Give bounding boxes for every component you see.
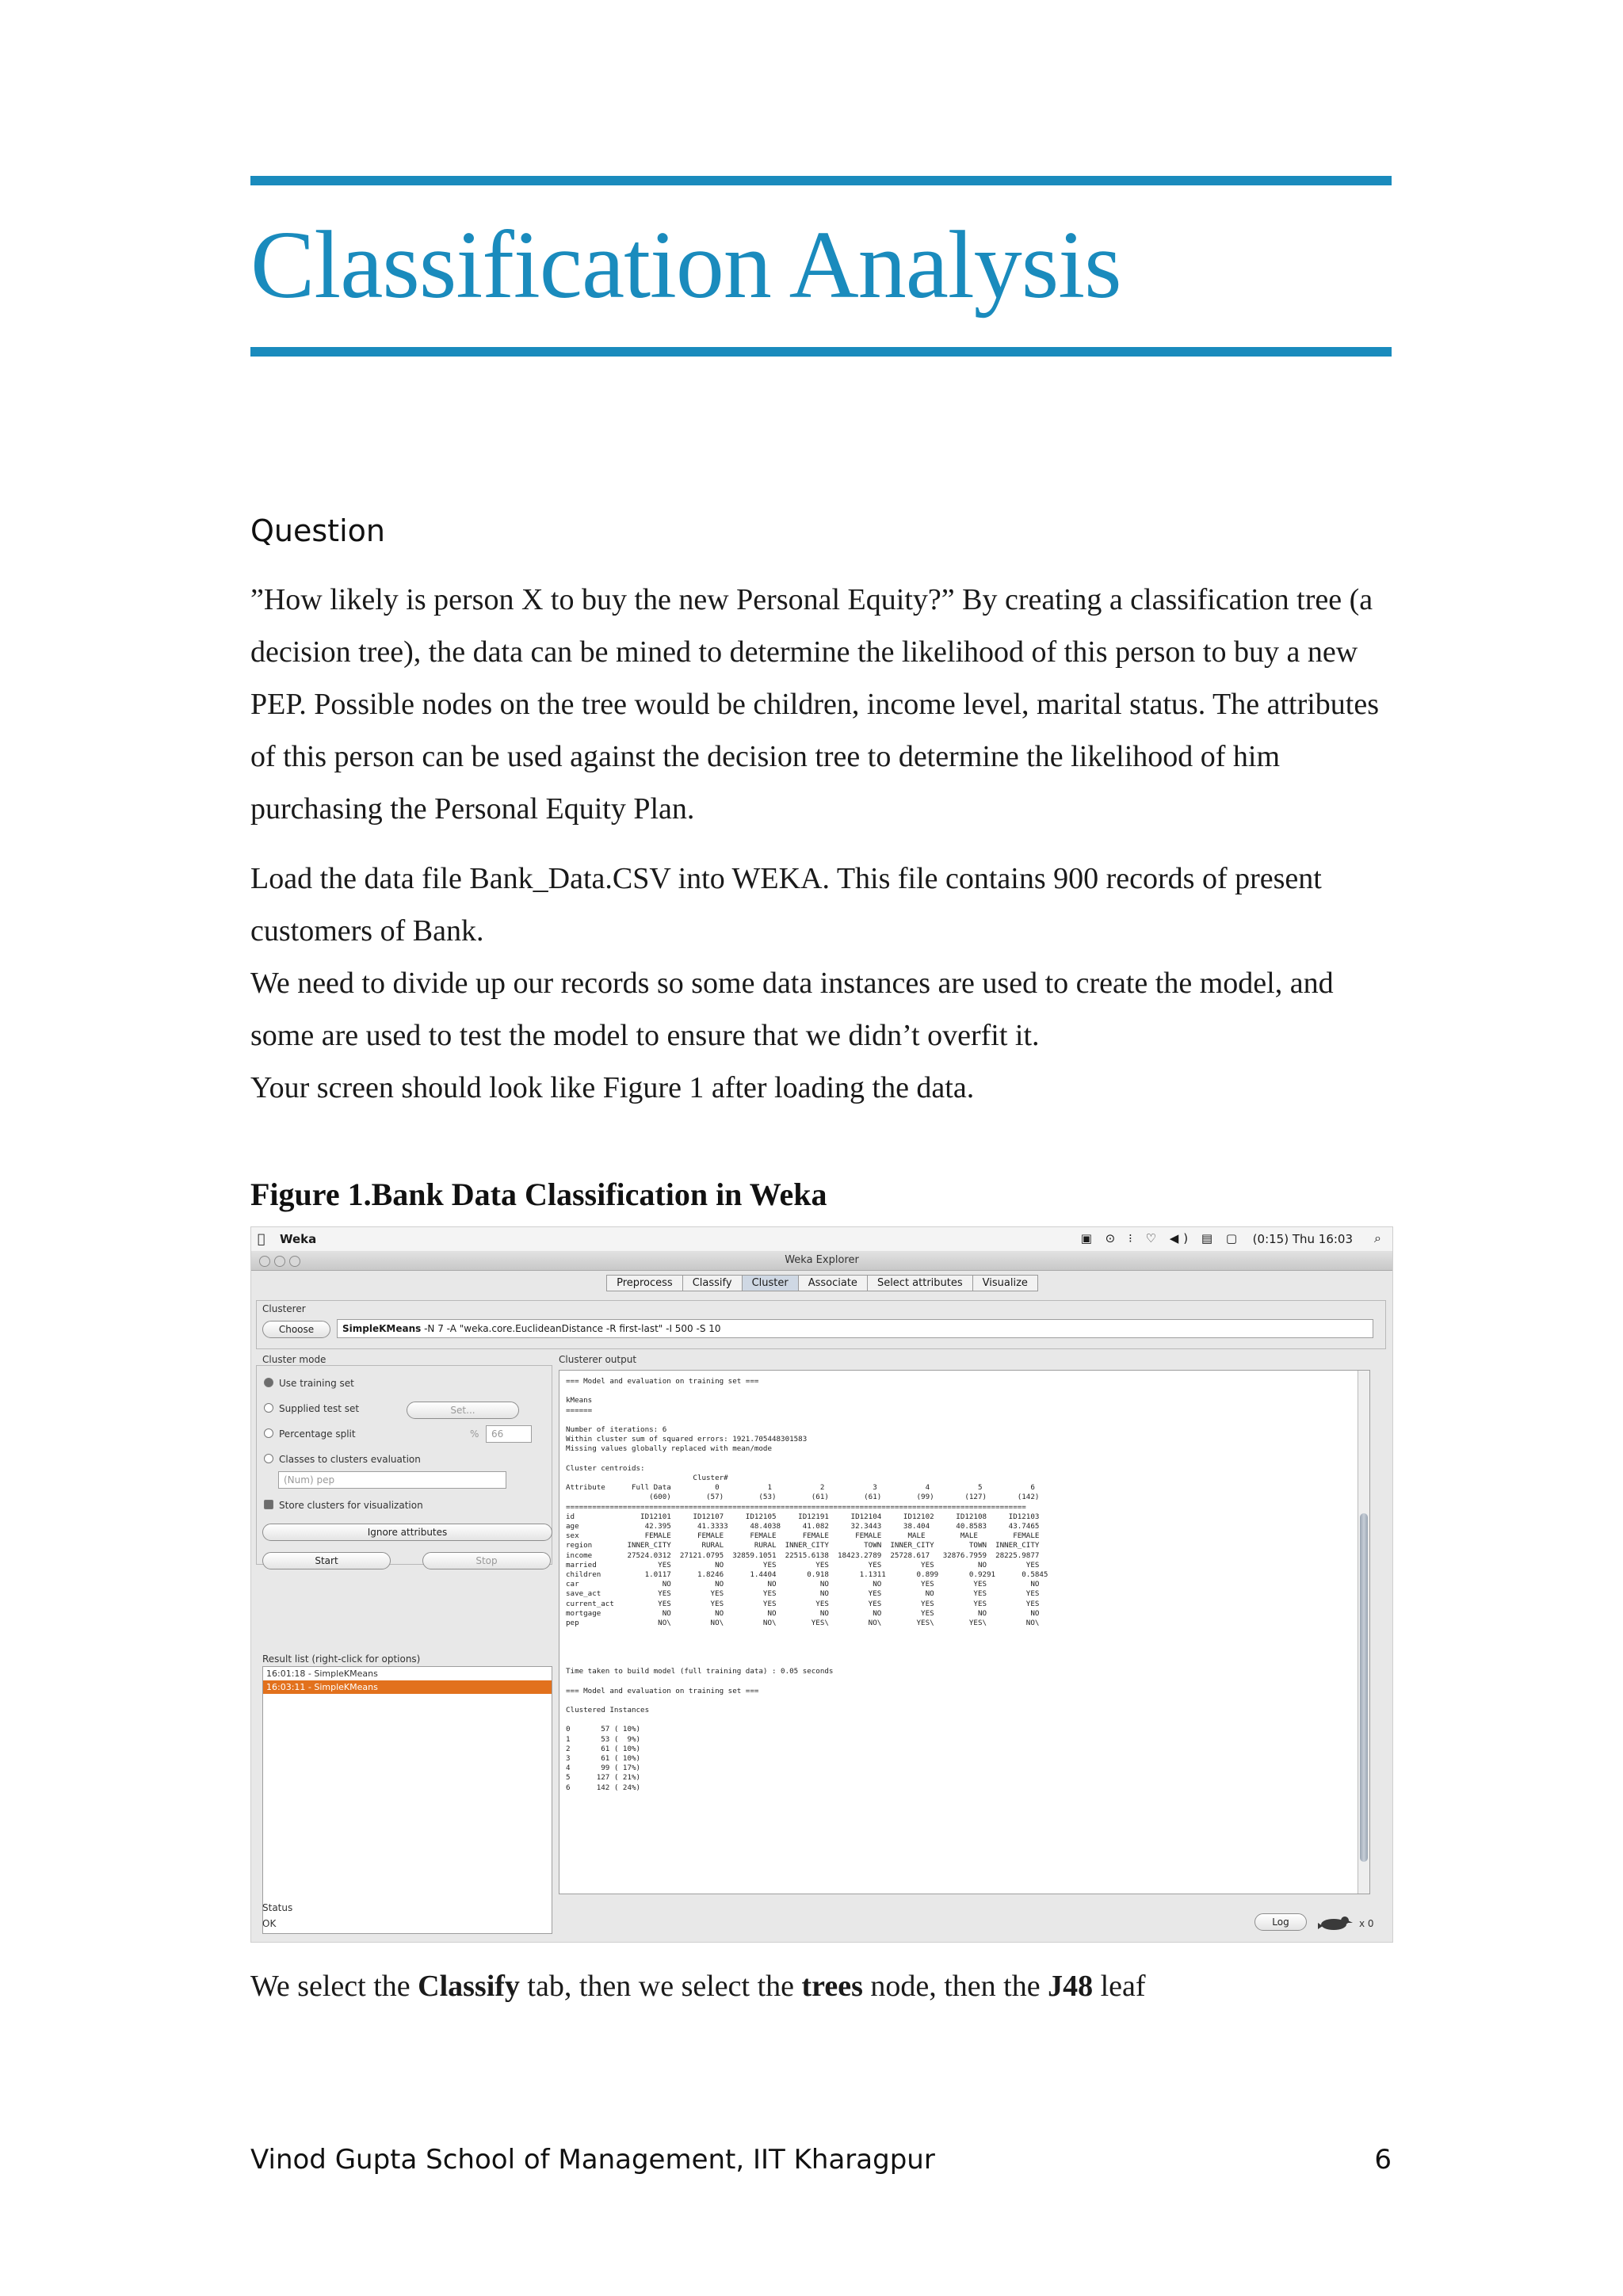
status-value: OK: [262, 1918, 277, 1929]
clusterer-output-panel[interactable]: [559, 1370, 1370, 1894]
classes-to-clusters-radio[interactable]: [264, 1454, 421, 1465]
clusterer-label: Clusterer: [262, 1303, 306, 1314]
footer-institution: Vinod Gupta School of Management, IIT Kharagpur: [250, 2144, 935, 2176]
spotlight-search-icon[interactable]: ⌕: [1374, 1230, 1381, 1245]
choose-button[interactable]: Choose: [262, 1321, 330, 1338]
apple-icon: [258, 1231, 265, 1246]
percentage-input[interactable]: 66: [486, 1425, 532, 1443]
set-button[interactable]: Set...: [407, 1402, 519, 1419]
log-button[interactable]: Log: [1254, 1913, 1307, 1931]
result-list[interactable]: [262, 1666, 552, 1934]
clusterer-name: SimpleKMeans: [342, 1323, 422, 1334]
classify-instruction: [250, 1960, 1392, 2012]
store-clusters-label: Store clusters for visualization: [279, 1500, 423, 1511]
classes-to-clusters-label: Classes to clusters evaluation: [279, 1454, 421, 1465]
classify-keyword: Classify: [418, 1970, 520, 2003]
tab-preprocess[interactable]: Preprocess: [606, 1275, 683, 1291]
window-title: Weka Explorer: [785, 1254, 859, 1266]
tab-visualize[interactable]: Visualize: [972, 1275, 1038, 1291]
use-training-set-radio[interactable]: [264, 1378, 354, 1389]
result-item[interactable]: 16:01:18 - SimpleKMeans: [266, 1669, 378, 1679]
status-label: Status: [262, 1902, 293, 1913]
divide-records-text: We need to divide up our records so some data instances are used to create the model, and some are used to test the model to ensure that we didn’t overfit it.: [250, 967, 1334, 1052]
result-list-label: Result list (right-click for options): [262, 1653, 421, 1665]
load-data-text: Load the data file Bank_Data.CSV into WEKA. This file contains 900 records of present customers of Bank.: [250, 862, 1322, 948]
instruction-text-1: We select the: [250, 1970, 418, 2003]
figure-caption: Figure 1.Bank Data Classification in Weka: [250, 1177, 827, 1212]
mac-menubar: [251, 1227, 1392, 1252]
use-training-set-label: Use training set: [279, 1378, 354, 1389]
ignore-attributes-button[interactable]: Ignore attributes: [262, 1524, 552, 1541]
cluster-mode-label: Cluster mode: [262, 1354, 327, 1365]
weka-screenshot: [250, 1226, 1393, 1943]
title-top-rule: [250, 176, 1392, 185]
question-heading: Question: [250, 513, 385, 548]
weka-bird-icon: [1313, 1913, 1353, 1932]
tab-select-attributes[interactable]: Select attributes: [867, 1275, 973, 1291]
instruction-text-3: node, then the: [862, 1970, 1048, 2003]
scrollbar-thumb[interactable]: [1360, 1513, 1368, 1862]
question-paragraph: ”How likely is person X to buy the new Personal Equity?” By creating a classification tree (a decision tree), the data can be mined to determine the likelihood of this person to buy a new PEP. Possible nodes on the tree would be children, income level, marital status. The attributes of this person can be used against the decision tree to determine the likelihood of him purchasing the Personal Equity Plan.: [250, 583, 1380, 826]
clusterer-args: -N 7 -A "weka.core.EuclideanDistance -R first-last" -I 500 -S 10: [421, 1323, 721, 1334]
app-menu[interactable]: Weka: [280, 1232, 317, 1246]
page-title: Classification Analysis: [250, 212, 1121, 318]
tab-cluster[interactable]: Cluster: [742, 1275, 799, 1291]
instruction-text-2: tab, then we select the: [519, 1970, 802, 2003]
percent-symbol: %: [470, 1428, 479, 1440]
explorer-tabs: [251, 1275, 1392, 1291]
percentage-split-label: Percentage split: [279, 1428, 356, 1440]
tab-classify[interactable]: Classify: [682, 1275, 743, 1291]
supplied-test-set-radio[interactable]: [264, 1403, 359, 1414]
clusterer-output-label: Clusterer output: [559, 1354, 637, 1365]
instruction-text-4: leaf: [1093, 1970, 1146, 2003]
class-attribute-select[interactable]: (Num) pep: [278, 1471, 506, 1489]
stop-button[interactable]: Stop: [422, 1552, 551, 1569]
page-number: 6: [1374, 2144, 1392, 2176]
output-scrollbar[interactable]: [1358, 1371, 1369, 1894]
clusterer-config-field[interactable]: [337, 1319, 1373, 1338]
clusterer-output-text: === Model and evaluation on training set === kMeans ====== Number of iterations: 6 Within cluster sum of squared errors: 1921.705448301583 Missing values globally replaced with mean/mode Cluster centroids: Cluster# Attribute Full Data 0 1 2 3 4 5 6 (600) (57) (53) (61) (61) (99) (127) (142) ========================================================================================================= id ID12101 ID12107 ID12105 ID12191 ID12104 ID12102 ID12108 ID12103 age 42.395 41.3333 48.4038 41.082 32.3443 38.404 40.8583 43.7465 sex FEMALE FEMALE FEMALE FEMALE FEMALE MALE MALE FEMALE region INNER_CITY RURAL RURAL INNER_CITY TOWN INNER_CITY TOWN INNER_CITY income 27524.0312 27121.0795 32859.1051 22515.6138 18423.2789 25728.617 32876.7959 28225.9877 married YES NO YES YES YES YES NO YES children 1.0117 1.8246 1.4404 0.918 1.1311 0.899 0.9291 0.5845 car NO NO NO NO NO YES YES NO save_act YES YES YES NO YES NO YES YES current_act YES YES YES YES YES YES YES YES mortgage NO NO NO NO NO YES NO NO pep NO\ NO\ NO\ YES\ NO\ YES\ YES\ NO\ Time taken to build model (full training data) : 0.05 seconds === Model and evaluation on training set === Clustered Instances 0 57 ( 10%) 1 53 ( 9%) 2 61 ( 10%) 3 61 ( 10%) 4 99 ( 17%) 5 127 ( 21%) 6 142 ( 24%): [566, 1377, 1048, 1792]
tab-associate[interactable]: Associate: [798, 1275, 868, 1291]
supplied-test-set-label: Supplied test set: [279, 1403, 360, 1414]
start-button[interactable]: Start: [262, 1552, 391, 1569]
result-item-selected[interactable]: 16:03:11 - SimpleKMeans: [263, 1680, 552, 1694]
trees-keyword: trees: [801, 1970, 863, 2003]
status-tray-icons: ▣ ⊙ ⁝ ♡ ◀) ▤ ▢: [1080, 1231, 1242, 1245]
x-count: x 0: [1359, 1918, 1374, 1929]
j48-keyword: J48: [1048, 1970, 1094, 2003]
menubar-clock: (0:15) Thu 16:03: [1252, 1232, 1353, 1246]
window-titlebar: [251, 1251, 1392, 1271]
percentage-split-radio[interactable]: [264, 1428, 356, 1440]
store-clusters-checkbox[interactable]: [264, 1500, 423, 1511]
screen-look-text: Your screen should look like Figure 1 after loading the data.: [250, 1071, 975, 1104]
title-bottom-rule: [250, 347, 1392, 357]
